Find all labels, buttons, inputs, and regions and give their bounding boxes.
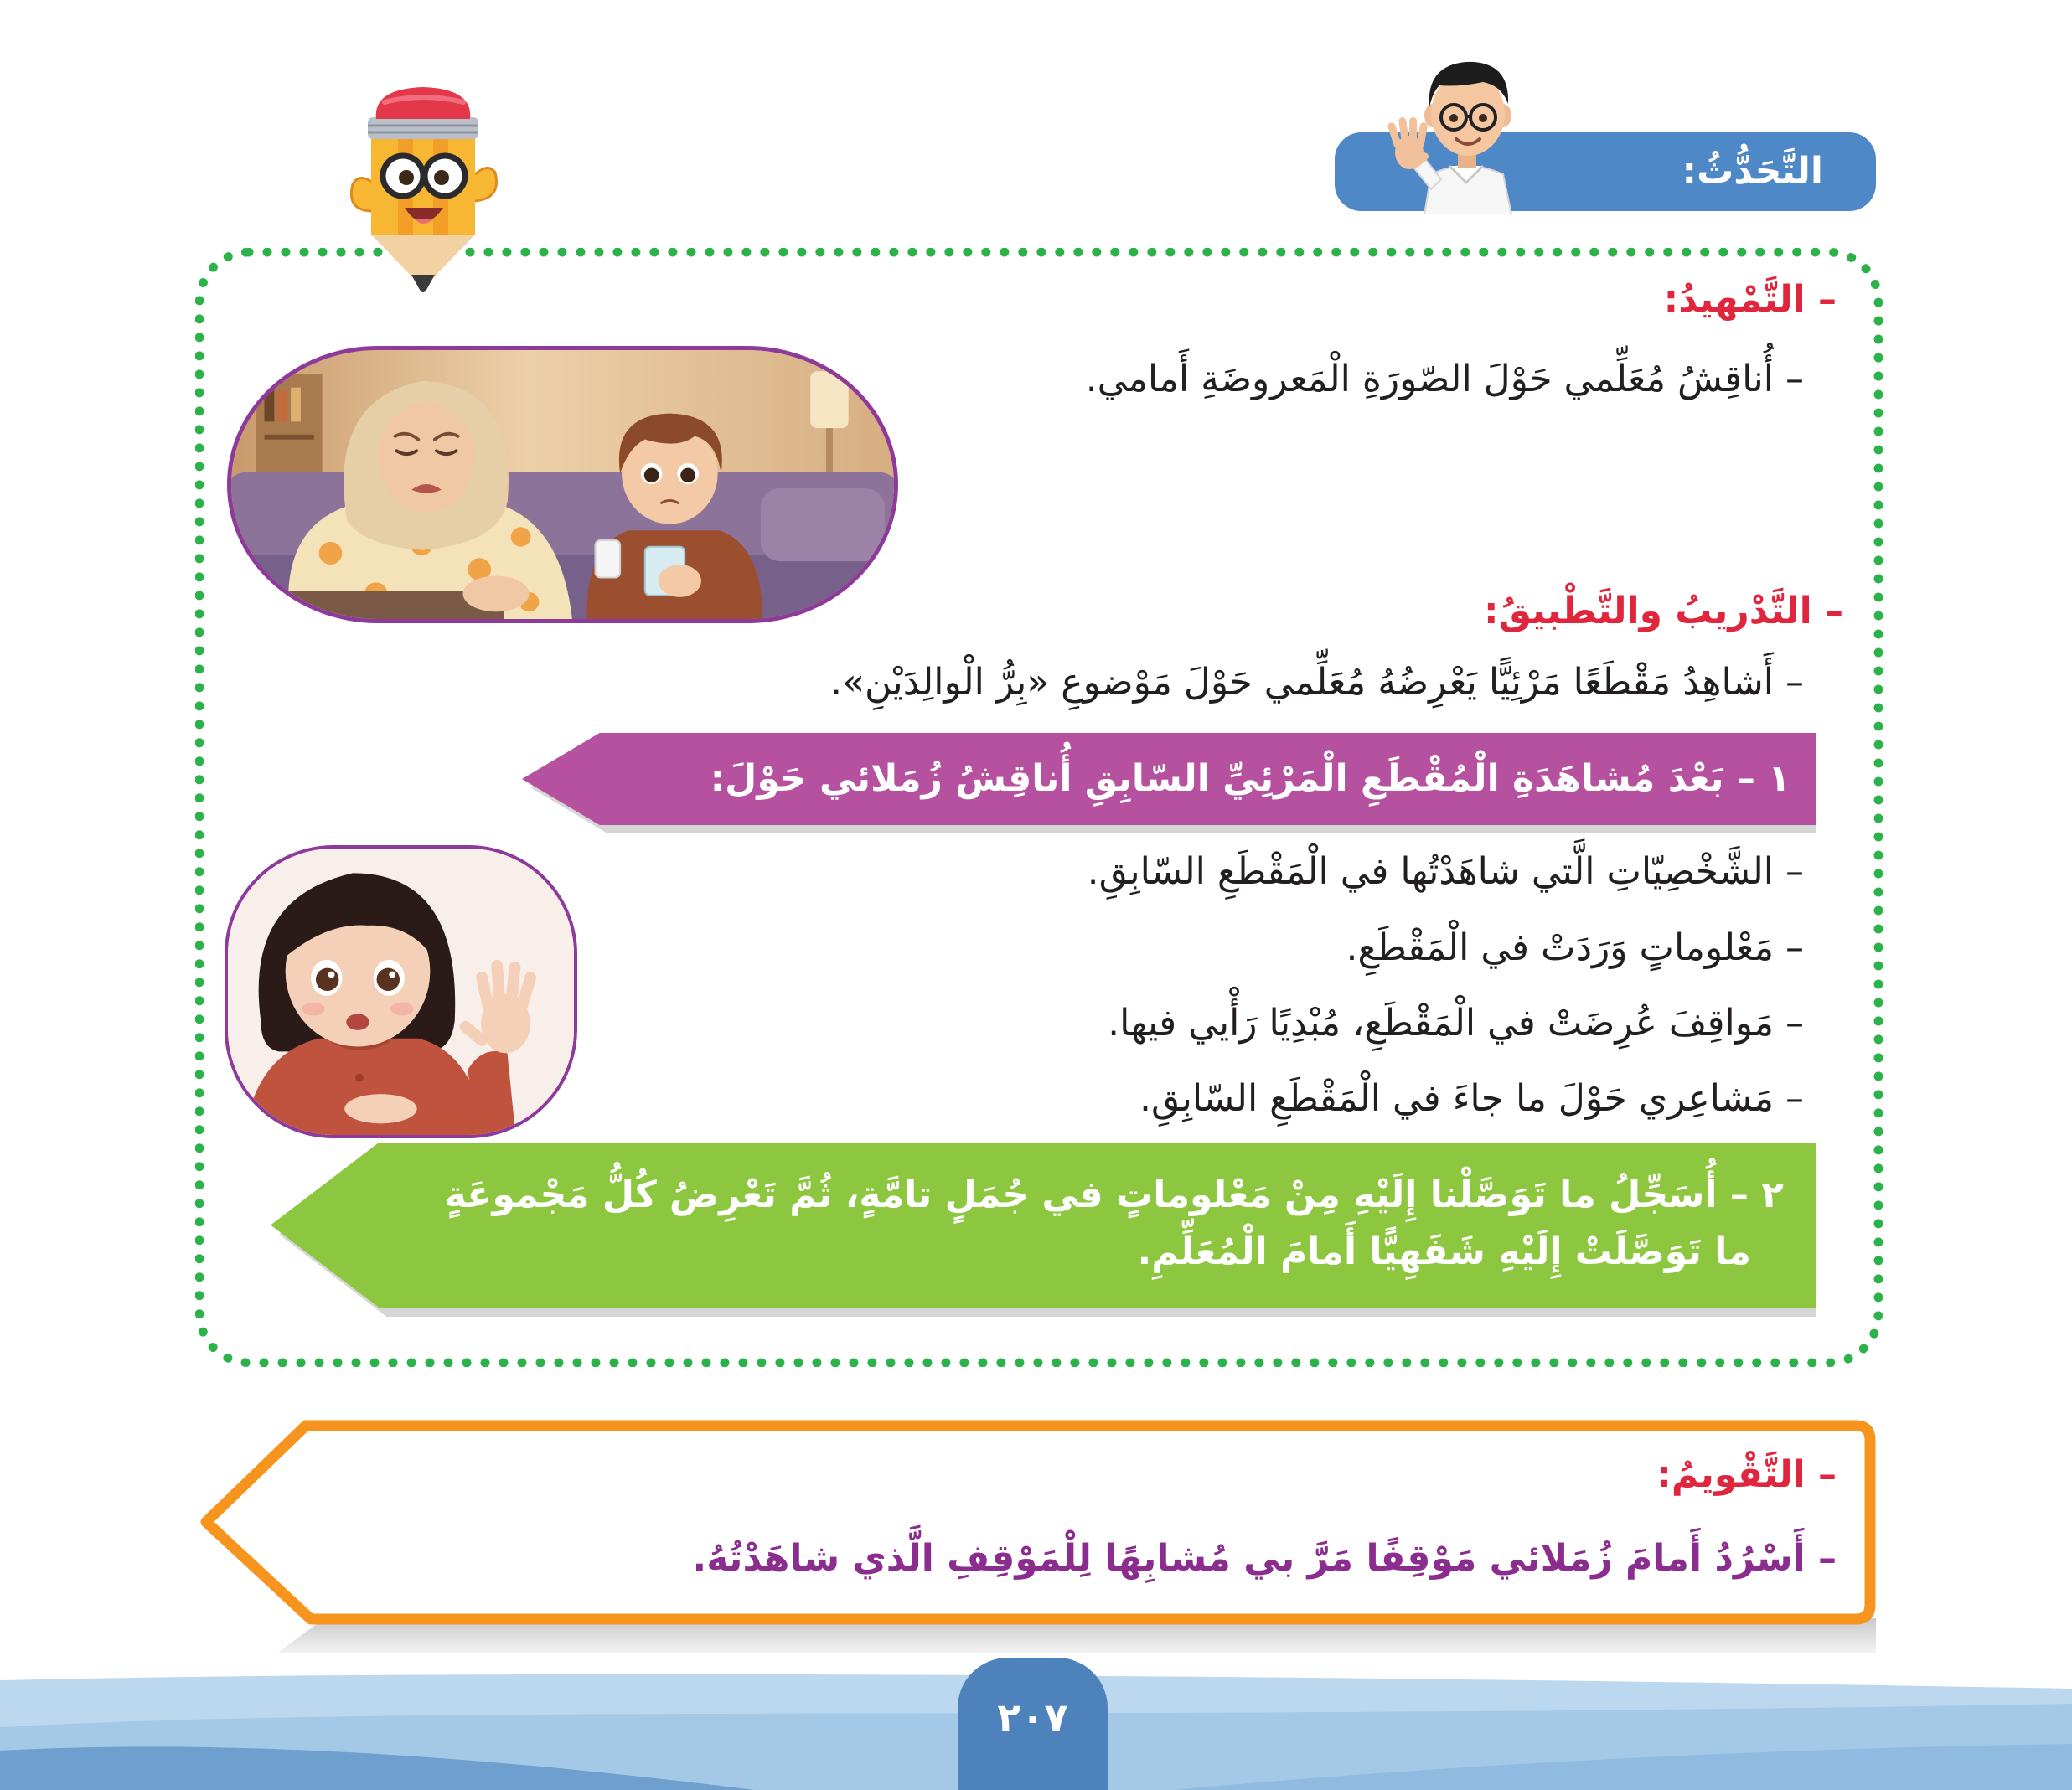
- evaluation-heading: – التَّقْويمُ:: [1656, 1453, 1837, 1496]
- task-2-line: ٢ – أُسَجِّلُ ما تَوَصَّلْنا إِلَيْهِ مِنْ مَعْلوماتٍ في جُمَلٍ تامَّةٍ، ثُمَّ تَعْرِضُ كُلُّ مَجْموعَةٍ: [444, 1174, 1784, 1216]
- task-1-banner: [522, 733, 1816, 835]
- task-1-text: ١ – بَعْدَ مُشاهَدَةِ الْمُقْطَعِ الْمَرْئِيِّ السّابِقِ أُناقِشُ زُمَلائي حَوْلَ:: [710, 757, 1790, 800]
- discussion-point: – مَواقِفَ عُرِضَتْ في الْمَقْطَعِ، مُبْدِيًا رَأْيي فيها.: [1108, 1002, 1804, 1045]
- discussion-point: – الشَّخْصِيّاتِ الَّتي شاهَدْتُها في الْمَقْطَعِ السّابِقِ.: [1087, 850, 1804, 893]
- discussion-point: – مَعْلوماتٍ وَرَدَتْ في الْمَقْطَعِ.: [1346, 926, 1804, 969]
- evaluation-item: – أَسْرُدُ أَمامَ زُمَلائي مَوْقِفًا مَرَّ بي مُشابِهًا لِلْمَوْقِفِ الَّذي شاهَدْتُهُ.: [692, 1537, 1837, 1580]
- boy-waving-icon: [1376, 47, 1556, 214]
- girl-speaking-icon: [225, 845, 577, 1138]
- task-2-line: ما تَوَصَّلَتْ إِلَيْهِ شَفَهِيًّا أَمامَ الْمُعَلِّمِ.: [1137, 1230, 1751, 1273]
- watch-video-instruction: – أَشاهِدُ مَقْطَعًا مَرْئِيًّا يَعْرِضُهُ مُعَلِّمي حَوْلَ مَوْضوعِ «بِرُّ الْوالِدَيْنِ».: [830, 661, 1804, 704]
- section-title: التَّحَدُّثُ:: [1682, 150, 1823, 193]
- pencil-mascot-icon: [339, 84, 507, 298]
- intro-heading: – التَّمْهيدُ:: [1663, 278, 1837, 321]
- task-2-banner-shape: [271, 1143, 1816, 1308]
- task-2-banner: [271, 1143, 1816, 1318]
- practice-heading: – التَّدْريبُ والتَّطْبيقُ:: [1484, 590, 1843, 632]
- page-number-tab: [958, 1658, 1108, 1790]
- mother-and-son-icon: [227, 346, 898, 623]
- intro-item: – أُناقِشُ مُعَلِّمي حَوْلَ الصّورَةِ الْمَعروضَةِ أَمامي.: [1085, 358, 1804, 400]
- discussion-point: – مَشاعِري حَوْلَ ما جاءَ في الْمَقْطَعِ السّابِقِ.: [1139, 1077, 1804, 1120]
- page-number: ٢٠٧: [997, 1695, 1068, 1740]
